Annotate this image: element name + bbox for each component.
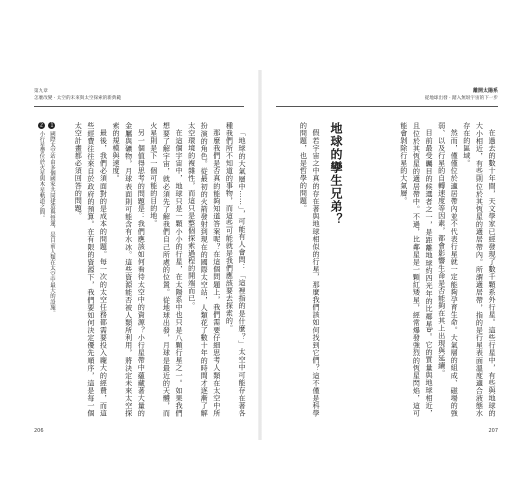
footnote-text: 小行星帶位於火星與木星軌道之間。 — [38, 131, 45, 221]
footnote-text: 國際太空站由多個國家共同建造與營運，是目前人類在太空中最大的設施。 — [49, 131, 55, 316]
left-paragraph: 另一個值得思考的問題是：我們應該如何看待太空中的資源？小行星帶中蘊藏著大量的金屬與礦物，月球表面則可能含有水冰。這些資源能否被人類所利用，將決定未來太空探索的規模與速度。 — [112, 122, 147, 417]
left-paragraph: 最後，我們必須面對的是成本的問題。每一次的太空任務都需要投入龐大的經費，而這些經費往往來自於政府的預算。在有限的資源下，我們要如何決定優先順序，這是每一個太空計畫都必須回答的問題。 — [74, 122, 109, 417]
left-page-number: 206 — [34, 428, 44, 434]
book-spread — [10, 70, 510, 440]
section-intro — [274, 122, 322, 417]
book-gutter — [258, 70, 262, 440]
right-header-book: 離開太陽系 — [472, 88, 498, 94]
footnote-marker-2: 2 — [38, 122, 45, 129]
left-body-text — [52, 122, 248, 417]
left-page — [10, 70, 256, 440]
footnote-marker-1: 1 — [48, 122, 55, 129]
left-footnotes — [20, 122, 56, 417]
footnote — [37, 122, 46, 417]
right-header-rule — [276, 106, 498, 107]
right-paragraph: 目前最受矚目的候選者之一，是距離地球約四光年的比鄰星b。它的質量與地球相近，且位於其恆星的適居帶中。不過，比鄰星是一顆紅矮星，經常爆發強烈的恆星閃焰，這可能會剝除行星的大氣層。 — [399, 122, 435, 417]
section-heading: 地球的孿生兄弟？ — [329, 122, 343, 226]
left-paragraph: 那麼我們是否真的能夠知道答案呢？在這個問題上，我們需要仔細思考人類在太空中所扮演的角色。從最初的火箭發射到現在的國際太空站，人類花了數十年的時間才逐漸了解太空環境的複雜性，而這只是整個探索過程的開端而已。 — [187, 122, 222, 417]
right-paragraph: 在過去的數十年間，天文學家已經發現了數千顆系外行星。這些行星中，有些與地球的大小相近，有些則位於其恆星的適居帶內。所謂適居帶，指的是行星表面溫度適合液態水存在的區域。 — [462, 122, 497, 417]
right-paragraph: 然而，僅僅位於適居帶內並不代表行星就一定能夠孕育生命。大氣層的組成、磁場的強弱、以及行星的自轉速度等因素，都會影響生命是否能夠在其上出現與延續。 — [437, 122, 460, 417]
right-page-number: 207 — [488, 428, 498, 434]
left-paragraph: 「地球的大氣層中……」，可能有人會問：「這裡指的是什麼？」太空中可能存在著各種我們所不知道的事物，而這些可能就是我們應該要去探索的。 — [225, 122, 247, 417]
footnote — [48, 122, 57, 417]
right-body-text — [352, 122, 498, 417]
left-paragraph: 在這個宇宙中，地球只是一顆小小的行星，在太陽系中也只是八顆行星之一。如果我們想要了解宇宙，就必須先了解我們自己所處的位置。從地球出發，月球是最近的天體，而火星則是下一個可能的目的地。 — [149, 122, 185, 417]
right-header-subtitle: 從地球出發 · 踏入無垠宇宙的下一步 — [424, 96, 498, 101]
left-header-title: 怎麼改變 · 太空的未來與太空探索的新典範 — [34, 96, 122, 101]
left-running-header — [34, 88, 121, 102]
left-header-chapter: 第九章 — [34, 89, 48, 94]
section-intro-text: 假若宇宙之中真的存在著與地球相似的行星，那麼我們該如何找到它們？這不僅是科學的問題，也是哲學的問題。 — [299, 122, 321, 417]
left-header-rule — [34, 106, 244, 107]
right-page — [264, 70, 510, 440]
right-running-header — [425, 88, 498, 102]
